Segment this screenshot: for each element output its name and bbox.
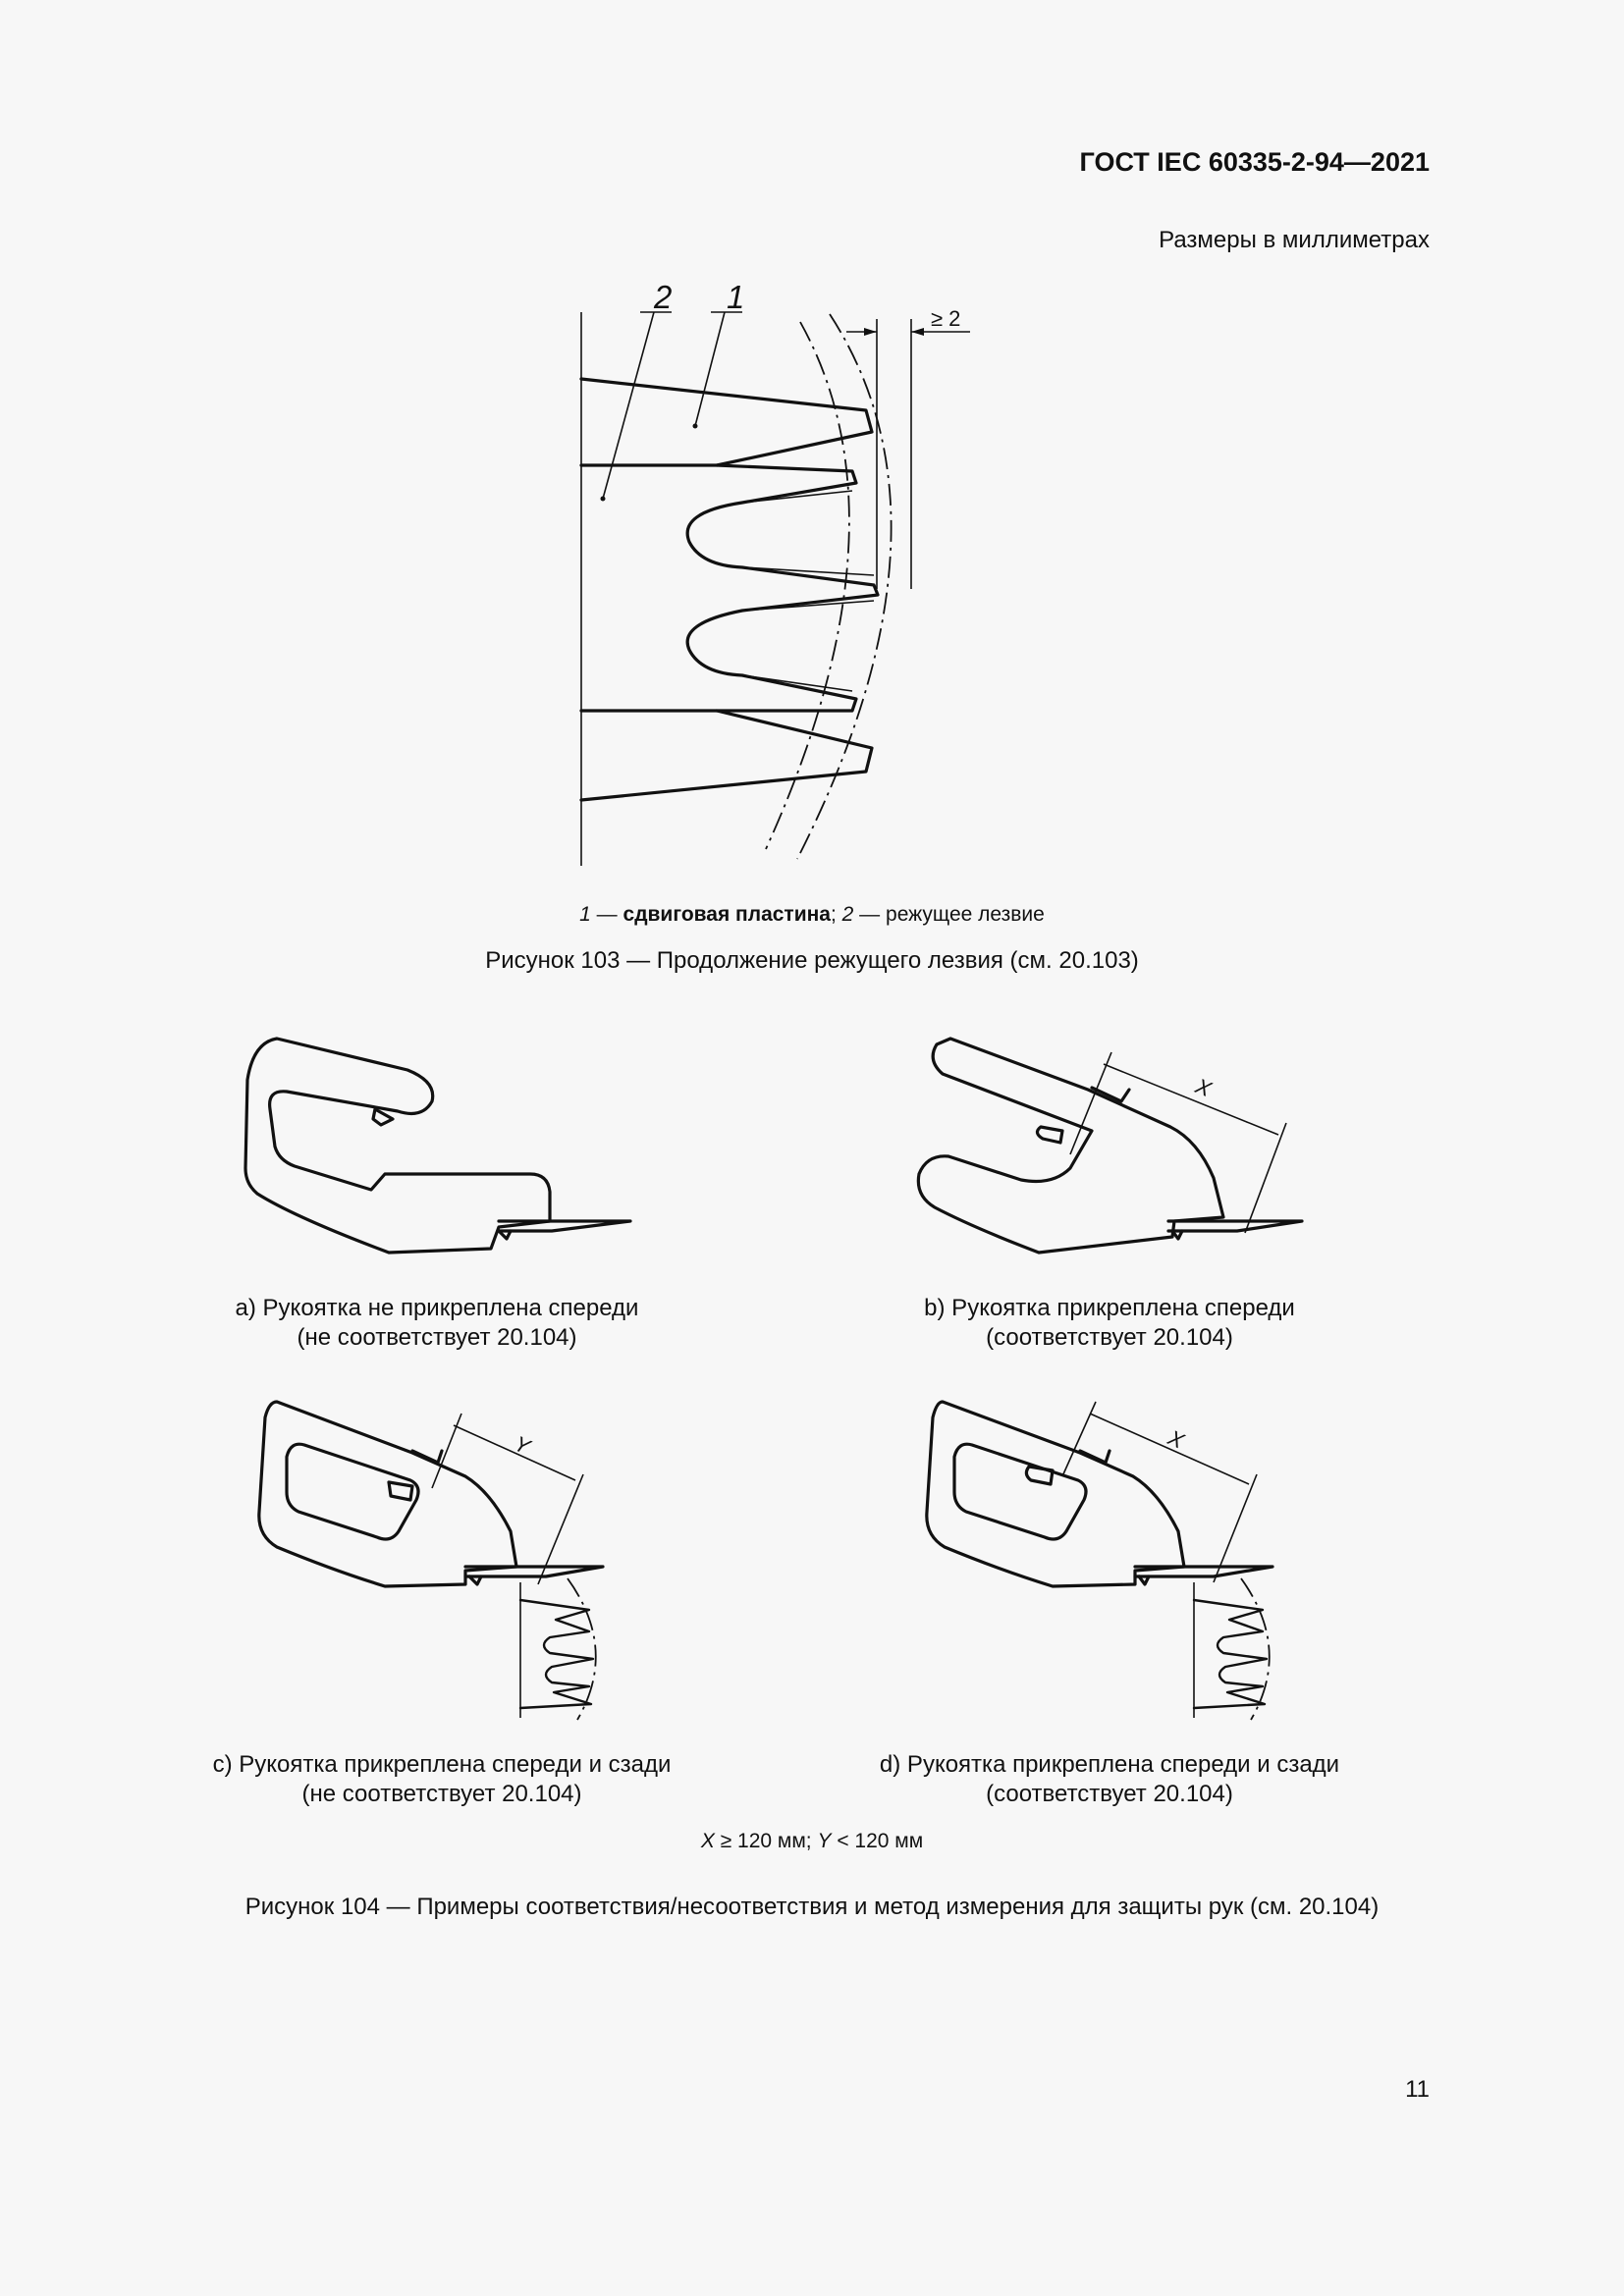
figure-103-drawing bbox=[550, 275, 1021, 883]
units-note: Размеры в миллиметрах bbox=[1159, 227, 1430, 253]
dimension-x-label: X bbox=[1192, 1073, 1216, 1102]
dimension-extension bbox=[1070, 1052, 1111, 1154]
handle-inner-cutout bbox=[287, 1444, 418, 1539]
figure-103-caption: Рисунок 103 — Продолжение режущего лезвия (см. 20.103) bbox=[485, 947, 1139, 974]
shear-plate-bottom bbox=[581, 711, 872, 800]
dimension-extension bbox=[432, 1414, 461, 1488]
shear-plate-top bbox=[581, 379, 872, 465]
figure-104a-drawing bbox=[226, 1021, 658, 1276]
leader-1 bbox=[695, 312, 725, 426]
dimension-extension bbox=[1062, 1402, 1096, 1476]
dimension-label: ≥ 2 bbox=[931, 306, 961, 331]
blade-detail bbox=[1194, 1600, 1267, 1708]
figure-104-condition: X ≥ 120 мм; Y < 120 мм bbox=[700, 1830, 924, 1852]
shear-head bbox=[1168, 1221, 1302, 1231]
figure-104b-drawing bbox=[903, 1021, 1316, 1276]
figure-104-caption: Рисунок 104 — Примеры соответствия/несоответствия и метод измерения для защиты рук (см. 20.104) bbox=[244, 1894, 1380, 1920]
handle-outline bbox=[259, 1402, 516, 1586]
subcaption-c: c) Рукоятка прикреплена спереди и сзади (не соответствует 20.104) bbox=[212, 1751, 672, 1807]
shear-head bbox=[1135, 1567, 1272, 1576]
subcaption-b: b) Рукоятка прикреплена спереди (соответствует 20.104) bbox=[924, 1295, 1295, 1351]
shear-head bbox=[465, 1567, 603, 1576]
page-number: 11 bbox=[1405, 2076, 1430, 2103]
handle-inner-cutout bbox=[954, 1444, 1086, 1539]
leader-2 bbox=[603, 312, 654, 499]
figure-103-legend: 1 — сдвиговая пластина; 2 — режущее лезвие bbox=[579, 903, 1045, 926]
figure-104c-drawing bbox=[236, 1384, 638, 1757]
dimension-line bbox=[1104, 1064, 1278, 1135]
blade-detail bbox=[520, 1600, 593, 1708]
clip bbox=[373, 1109, 393, 1125]
figure-104d-drawing bbox=[903, 1384, 1306, 1757]
dimension-x-label: X bbox=[1164, 1424, 1188, 1454]
subcaption-a: a) Рукоятка не прикреплена спереди (не соответствует 20.104) bbox=[235, 1295, 639, 1351]
subcaption-d: d) Рукоятка прикреплена спереди и сзади (соответствует 20.104) bbox=[879, 1751, 1340, 1807]
dimension-y-label: Y bbox=[510, 1430, 534, 1460]
clip bbox=[389, 1482, 412, 1500]
clip bbox=[1037, 1127, 1062, 1143]
dimension-extension bbox=[1245, 1123, 1286, 1233]
clip bbox=[1026, 1467, 1053, 1484]
handle-outline bbox=[927, 1402, 1184, 1586]
tooth-edge bbox=[742, 675, 852, 691]
label-2: 2 bbox=[654, 279, 673, 315]
document-id: ГОСТ IEC 60335-2-94—2021 bbox=[1079, 147, 1430, 177]
label-1: 1 bbox=[727, 279, 745, 315]
